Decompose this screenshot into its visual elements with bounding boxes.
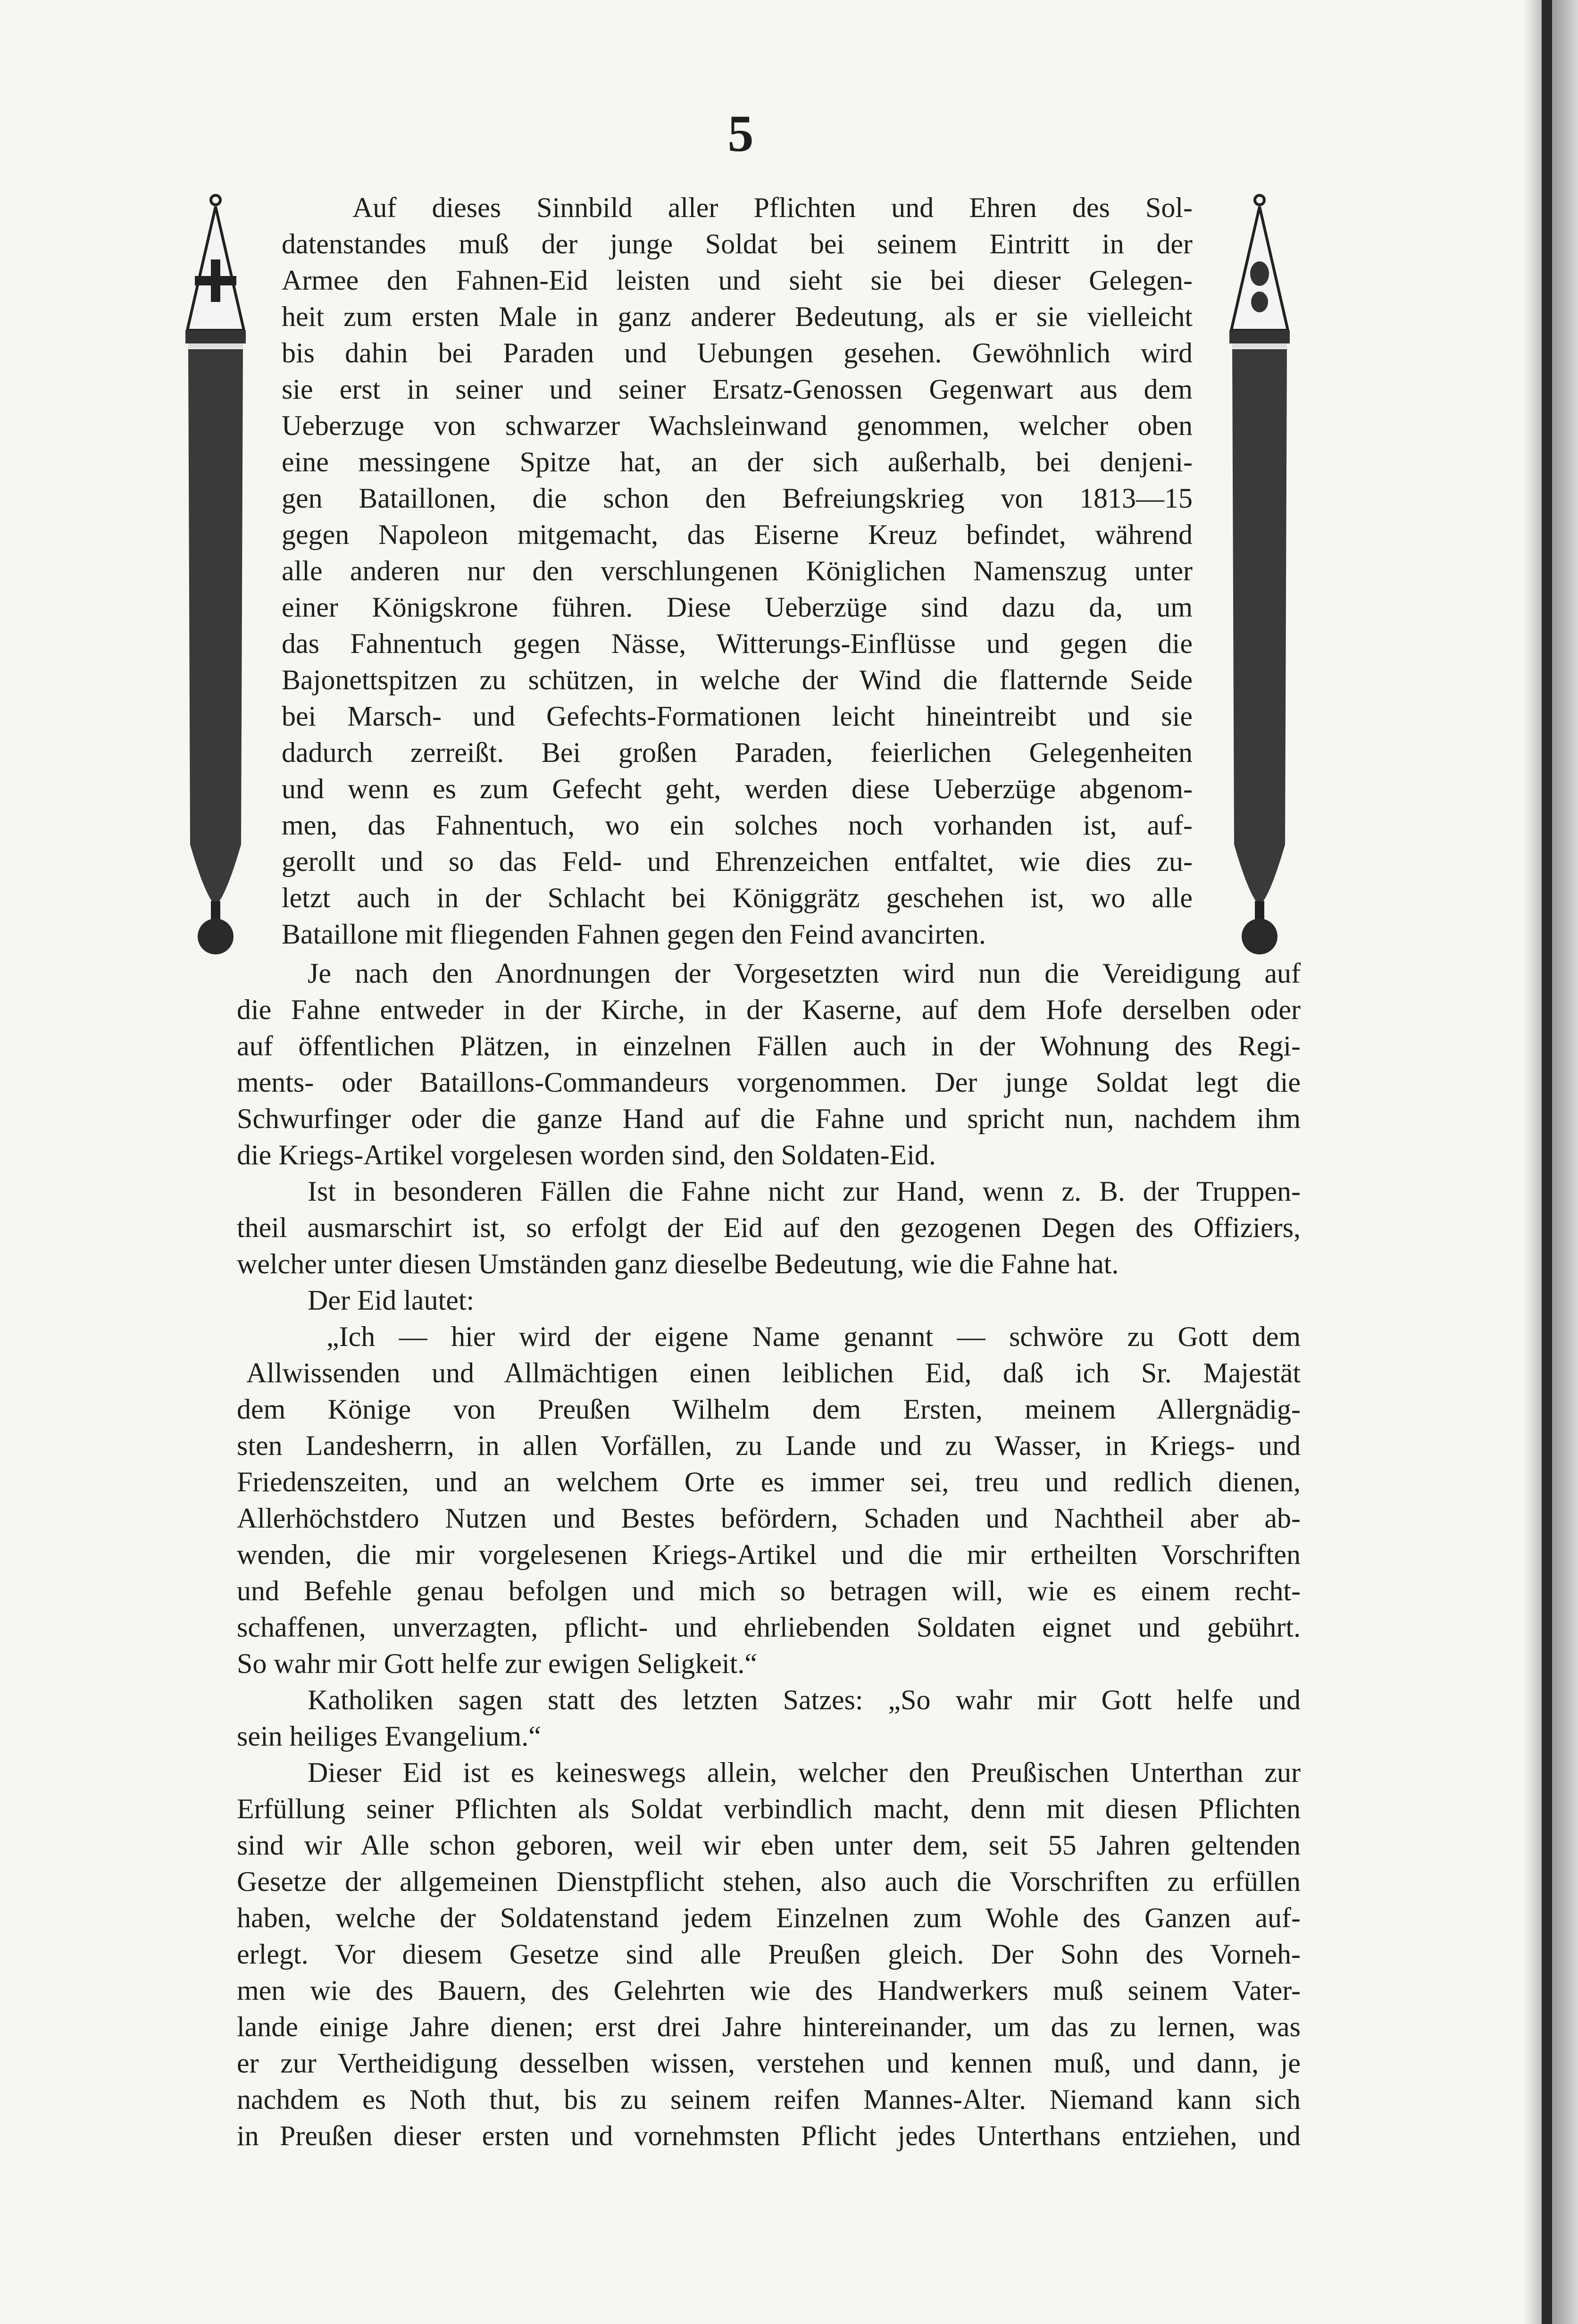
left-flag-illustration [182,193,250,958]
text-line: sie erst in seiner und seiner Ersatz-Genossen Gegenwart aus dem [282,374,1193,405]
text-line: dem Könige von Preußen Wilhelm dem Ersten, meinem Allergnädig- [237,1394,1301,1425]
text-line: lande einige Jahre dienen; erst drei Jahre hintereinander, um das zu lernen, was [237,2011,1301,2042]
text-line: wenden, die mir vorgelesenen Kriegs-Artikel und die mir ertheilten Vorschriften [237,1539,1301,1570]
text-line: Ueberzuge von schwarzer Wachsleinwand genommen, welcher oben [282,410,1193,441]
text-line: Allwissenden und Allmächtigen einen leiblichen Eid, daß ich Sr. Majestät [246,1357,1301,1388]
text-line: einer Königskrone führen. Diese Ueberzüge sind dazu da, um [282,592,1193,623]
text-line: Erfüllung seiner Pflichten als Soldat verbindlich macht, denn mit diesen Pflichten [237,1793,1301,1824]
text-line: sten Landesherrn, in allen Vorfällen, zu Lande und zu Wasser, in Kriegs- und [237,1430,1301,1461]
text-line: men wie des Bauern, des Gelehrten wie des Handwerkers muß seinem Vater- [237,1975,1301,2006]
text-line: nachdem es Noth thut, bis zu seinem reifen Mannes-Alter. Niemand kann sich [237,2084,1301,2115]
text-line: sind wir Alle schon geboren, weil wir eben unter dem, seit 55 Jahren geltenden [237,1830,1301,1861]
text-line: in Preußen dieser ersten und vornehmsten Pflicht jedes Unterthans entziehen, und [237,2120,1301,2151]
text-line: Der Eid lautet: [308,1285,475,1316]
text-line: eine messingene Spitze hat, an der sich außerhalb, bei denjeni- [282,446,1193,477]
text-line: Ist in besonderen Fällen die Fahne nicht zur Hand, wenn z. B. der Truppen- [308,1176,1301,1207]
text-line: schaffenen, unverzagten, pflicht- und ehrliebenden Soldaten eignet und gebührt. [237,1612,1301,1643]
text-line: alle anderen nur den verschlungenen Königlichen Namenszug unter [282,555,1193,586]
text-line: erlegt. Vor diesem Gesetze sind alle Preußen gleich. Der Sohn des Vorneh- [237,1939,1301,1970]
text-line: gen Bataillonen, die schon den Befreiungskrieg von 1813—15 [282,483,1193,514]
text-line: das Fahnentuch gegen Nässe, Witterungs-Einflüsse und gegen die [282,628,1193,659]
page-edge-shadow [1524,0,1543,2324]
text-line: Bajonettspitzen zu schützen, in welche der Wind die flatternde Seide [282,664,1193,695]
text-line: und wenn es zum Gefecht geht, werden diese Ueberzüge abgenom- [282,773,1193,804]
text-line: Allerhöchstdero Nutzen und Bestes befördern, Schaden und Nachtheil aber ab- [237,1503,1301,1534]
text-line: ments- oder Bataillons-Commandeurs vorgenommen. Der junge Soldat legt die [237,1067,1301,1098]
right-flag-illustration [1212,193,1307,958]
text-line: Katholiken sagen statt des letzten Satzes: „So wahr mir Gott helfe und [308,1684,1301,1715]
text-line: theil ausmarschirt ist, so erfolgt der Eid auf den gezogenen Degen des Offiziers, [237,1212,1301,1243]
text-line: haben, welche der Soldatenstand jedem Einzelnen zum Wohle des Ganzen auf- [237,1902,1301,1933]
page-number: 5 [727,105,754,162]
text-line: Schwurfinger oder die ganze Hand auf die Fahne und spricht nun, nachdem ihm [237,1103,1301,1134]
text-line: heit zum ersten Male in ganz anderer Bedeutung, als er sie vielleicht [282,301,1193,332]
text-line: die Fahne entweder in der Kirche, in der Kaserne, auf dem Hofe derselben oder [237,994,1301,1025]
page-binding-edge [1542,0,1552,2324]
text-line: Friedenszeiten, und an welchem Orte es immer sei, treu und redlich dienen, [237,1466,1301,1497]
text-line: dadurch zerreißt. Bei großen Paraden, feierlichen Gelegenheiten [282,737,1193,768]
text-line: auf öffentlichen Plätzen, in einzelnen Fällen auch in der Wohnung des Regi- [237,1030,1301,1062]
text-line: Dieser Eid ist es keineswegs allein, welcher den Preußischen Unterthan zur [308,1757,1301,1788]
page-next-leaf [1552,0,1578,2324]
text-line: und Befehle genau befolgen und mich so betragen will, wie es einem recht- [237,1575,1301,1606]
text-line: Armee den Fahnen-Eid leisten und sieht sie bei dieser Gelegen- [282,265,1193,296]
text-line: gegen Napoleon mitgemacht, das Eiserne Kreuz befindet, während [282,519,1193,550]
text-line: bei Marsch- und Gefechts-Formationen leicht hineintreibt und sie [282,701,1193,732]
text-line: welcher unter diesen Umständen ganz dieselbe Bedeutung, wie die Fahne hat. [237,1248,1119,1279]
text-line: bis dahin bei Paraden und Uebungen gesehen. Gewöhnlich wird [282,337,1193,368]
text-line: die Kriegs-Artikel vorgelesen worden sind, den Soldaten-Eid. [237,1139,936,1170]
text-line: men, das Fahnentuch, wo ein solches noch vorhanden ist, auf- [282,810,1193,841]
text-line: So wahr mir Gott helfe zur ewigen Seligkeit.“ [237,1648,758,1679]
text-line: Bataillone mit fliegenden Fahnen gegen den Feind avancirten. [282,919,986,950]
text-line: datenstandes muß der junge Soldat bei seinem Eintritt in der [282,228,1193,259]
text-line: letzt auch in der Schlacht bei Königgrätz geschehen ist, wo alle [282,882,1193,913]
text-line: Je nach den Anordnungen der Vorgesetzten wird nun die Vereidigung auf [308,958,1301,989]
text-line: er zur Vertheidigung desselben wissen, verstehen und kennen muß, und dann, je [237,2048,1301,2079]
text-line: sein heiliges Evangelium.“ [237,1721,541,1752]
text-line: Auf dieses Sinnbild aller Pflichten und Ehren des Sol- [352,192,1193,223]
text-line: „Ich — hier wird der eigene Name genannt — schwöre zu Gott dem [326,1321,1301,1352]
text-line: Gesetze der allgemeinen Dienstpflicht stehen, also auch die Vorschriften zu erfüllen [237,1866,1301,1897]
text-line: gerollt und so das Feld- und Ehrenzeichen entfaltet, wie dies zu- [282,846,1193,877]
